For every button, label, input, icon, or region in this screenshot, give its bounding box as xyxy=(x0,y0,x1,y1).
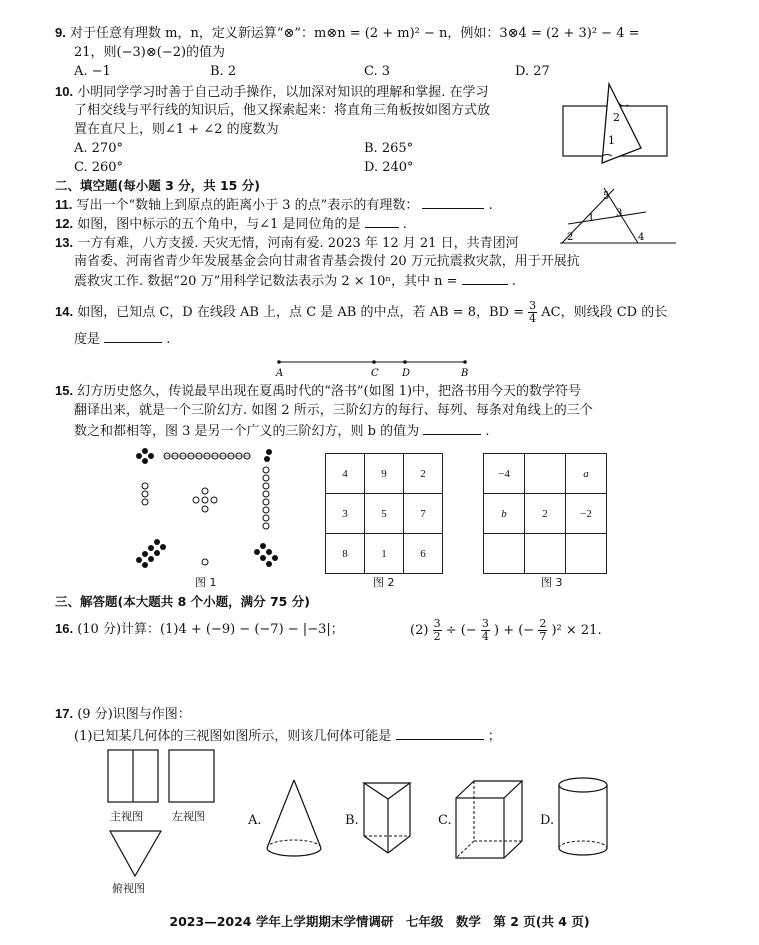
q14-point-d: D xyxy=(402,368,411,379)
q11-text: 写出一个“数轴上到原点的距离小于 3 的点”表示的有理数： xyxy=(76,198,419,213)
q12-angle5-label: 5 xyxy=(603,191,610,202)
q16-mid2: ) + (− xyxy=(493,623,535,638)
fig3-caption: 图 3 xyxy=(541,576,563,589)
fig3-row xyxy=(484,494,607,534)
q10-option-a: A. 270° xyxy=(74,141,123,156)
top-view-caption: 俯视图 xyxy=(112,882,145,895)
q15-line2: 翻译出来，就是一个三阶幻方. 如图 2 所示，三阶幻方的每行、每列、每条对角线上的三个 xyxy=(74,403,593,418)
q12-line xyxy=(55,215,407,234)
q10-option-b: B. 265° xyxy=(364,141,414,156)
choice-c-label: C. xyxy=(438,813,452,828)
q14-answer-blank[interactable] xyxy=(104,330,162,343)
fig3-cell-a: a xyxy=(566,454,607,494)
fig2-cell: 4 xyxy=(326,454,365,494)
q16-fraction-3 xyxy=(538,618,547,643)
q9-option-d: D. 27 xyxy=(515,64,550,79)
q16-f2-denominator: 4 xyxy=(481,630,489,643)
q9-number: 9. xyxy=(55,25,66,40)
side-view-caption: 左视图 xyxy=(172,810,205,823)
fig3-cell xyxy=(525,534,566,574)
fig3-row xyxy=(484,534,607,574)
fig2-cell: 6 xyxy=(404,534,443,574)
q12-angle4-label: 4 xyxy=(638,232,645,243)
front-view-caption: 主视图 xyxy=(110,810,143,823)
fig3-cell-b: b xyxy=(484,494,525,534)
magic-square-fig3 xyxy=(483,453,607,574)
q12-answer-blank[interactable] xyxy=(365,215,399,228)
q17-line2 xyxy=(74,727,501,746)
q10-line2: 了相交线与平行线的知识后，他又探索起来：将直角三角板按如图方式放 xyxy=(74,103,491,118)
q10-option-d: D. 240° xyxy=(364,160,414,175)
q17-part1-text: (1)已知某几何体的三视图如图所示，则该几何体可能是 xyxy=(74,729,392,744)
q16-number: 16. xyxy=(55,621,74,636)
q13-line1 xyxy=(55,234,519,253)
q16-f2-numerator: 3 xyxy=(481,617,489,630)
cuboid-figure xyxy=(452,778,532,868)
magic-square-fig2 xyxy=(325,453,443,574)
q13-end: . xyxy=(511,274,516,289)
choice-b-label: B. xyxy=(345,813,359,828)
q10-angle1-label: 1 xyxy=(608,134,615,147)
q9-line1 xyxy=(55,24,640,43)
fig2-cell: 1 xyxy=(365,534,404,574)
q16-mid1: ÷ (− xyxy=(445,623,477,638)
q11-line xyxy=(55,196,493,215)
q12-text: 如图，图中标示的五个角中，与∠1 是同位角的是 xyxy=(77,217,361,232)
q14-text-2: 度是 xyxy=(74,332,101,347)
choice-a-label: A. xyxy=(248,813,262,828)
q11-end: . xyxy=(488,198,493,213)
q15-text-1: 幻方历史悠久，传说最早出现在夏禹时代的“洛书”(如图 1)中，把洛书用今天的数学符号 xyxy=(77,384,582,399)
q14-number: 14. xyxy=(55,304,74,319)
fig3-cell xyxy=(566,534,607,574)
q14-text-1a: 如图，已知点 C，D 在线段 AB 上，点 C 是 AB 的中点，若 AB = 8，BD = xyxy=(77,305,524,320)
fig1-caption: 图 1 xyxy=(195,576,217,589)
q9-option-b: B. 2 xyxy=(210,64,237,79)
q10-option-c: C. 260° xyxy=(74,160,124,175)
q13-number: 13. xyxy=(55,235,74,250)
q17-title: (9 分)识图与作图： xyxy=(77,707,191,722)
fig2-caption: 图 2 xyxy=(373,576,395,589)
q14-end: . xyxy=(166,332,171,347)
q15-line1 xyxy=(55,382,581,401)
q12-angle3-label: 3 xyxy=(616,208,623,219)
q14-fraction-numerator: 3 xyxy=(529,299,537,312)
fig2-cell: 2 xyxy=(404,454,443,494)
q9-text-1: 对于任意有理数 m，n，定义新运算“⊗”：m⊗n = (2 + m)² − n，例如：3⊗4 = (2 + 3)² − 4 = xyxy=(69,26,640,41)
luoshu-figure xyxy=(133,448,283,573)
fig3-cell: 2 xyxy=(525,494,566,534)
fig2-cell: 5 xyxy=(365,494,404,534)
q12-angle2-label: 2 xyxy=(567,232,574,243)
q9-line2: 21，则(−3)⊗(−2)的值为 xyxy=(74,45,226,60)
q15-text-3: 数之和都相等，图 3 是另一个广义的三阶幻方，则 b 的值为 xyxy=(74,424,420,439)
fig2-cell: 3 xyxy=(326,494,365,534)
q13-line2: 南省委、河南省青少年发展基金会向甘肃省青基会拨付 20 万元抗震救灾款，用于开展抗 xyxy=(74,254,580,269)
q15-end: . xyxy=(485,424,490,439)
q16-fraction-1 xyxy=(433,618,442,643)
fig2-row xyxy=(326,454,443,494)
q16-f3-denominator: 7 xyxy=(539,630,547,643)
q14-line2 xyxy=(74,330,170,349)
q17-part1-end: ； xyxy=(487,729,501,744)
fig2-cell: 9 xyxy=(365,454,404,494)
q16-f3-numerator: 2 xyxy=(539,617,547,630)
q16-line xyxy=(55,618,344,641)
q12-angles-figure xyxy=(558,180,678,250)
q12-number: 12. xyxy=(55,216,74,231)
fig3-cell: −2 xyxy=(566,494,607,534)
q10-line1 xyxy=(55,83,488,102)
q11-number: 11. xyxy=(55,197,73,212)
q14-text-1b: AC，则线段 CD 的长 xyxy=(541,305,668,320)
q16-part2 xyxy=(410,618,602,643)
q13-line3 xyxy=(74,272,516,291)
q10-text-1: 小明同学学习时善于自己动手操作，以加深对知识的理解和掌握. 在学习 xyxy=(77,85,489,100)
q10-ruler-triangle-figure xyxy=(560,80,670,170)
section2-heading: 二、填空题(每小题 3 分，共 15 分) xyxy=(55,178,260,193)
section3-heading: 三、解答题(本大题共 8 个小题，满分 75 分) xyxy=(55,594,310,609)
q14-point-b: B xyxy=(461,368,469,379)
q14-line1 xyxy=(55,300,667,325)
q17-line1 xyxy=(55,705,191,724)
q16-end: )² × 21. xyxy=(551,623,602,638)
fig3-cell: −4 xyxy=(484,454,525,494)
fig2-cell: 8 xyxy=(326,534,365,574)
q16-part2-label: (2) xyxy=(410,623,429,638)
q14-fraction-denominator: 4 xyxy=(529,312,537,325)
q16-fraction-2 xyxy=(481,618,490,643)
q10-angle2-label: 2 xyxy=(613,111,620,124)
q16-f1-numerator: 3 xyxy=(433,617,441,630)
q15-line3 xyxy=(74,422,490,441)
q11-answer-blank[interactable] xyxy=(422,196,484,209)
q13-text-3: 震救灾工作. 数据“20 万”用科学记数法表示为 2 × 10ⁿ，其中 n = xyxy=(74,274,458,289)
q17-answer-blank[interactable] xyxy=(396,727,484,740)
fig3-cell xyxy=(484,534,525,574)
q17-number: 17. xyxy=(55,706,74,721)
q12-angle1-label: 1 xyxy=(588,213,595,224)
q9-option-a: A. −1 xyxy=(74,64,111,79)
q10-line3: 置在直尺上，则∠1 + ∠2 的度数为 xyxy=(74,122,279,137)
fig2-row xyxy=(326,534,443,574)
q9-option-c: C. 3 xyxy=(364,64,391,79)
triangular-prism-figure xyxy=(358,778,428,868)
q14-fraction xyxy=(528,300,537,325)
q12-end: . xyxy=(402,217,407,232)
fig3-row xyxy=(484,454,607,494)
q16-f1-denominator: 2 xyxy=(433,630,441,643)
fig3-cell xyxy=(525,454,566,494)
cylinder-figure xyxy=(556,775,616,865)
q13-answer-blank[interactable] xyxy=(462,272,508,285)
q14-point-c: C xyxy=(371,368,379,379)
q15-number: 15. xyxy=(55,383,74,398)
page-footer: 2023—2024 学年上学期期末学情调研 七年级 数学 第 2 页(共 4 页) xyxy=(169,914,590,929)
q13-text-1: 一方有难，八方支援. 天灾无情，河南有爱. 2023 年 12 月 21 日，共青团河 xyxy=(77,236,519,251)
q14-point-a: A xyxy=(276,368,284,379)
q14-segment-figure xyxy=(272,356,472,380)
cone-figure xyxy=(262,778,332,868)
fig2-cell: 7 xyxy=(404,494,443,534)
q16-part1: (10 分)计算：(1)4 + (−9) − (−7) − |−3|； xyxy=(77,622,344,637)
fig2-row xyxy=(326,494,443,534)
q10-number: 10. xyxy=(55,84,74,99)
q15-answer-blank[interactable] xyxy=(423,422,481,435)
choice-d-label: D. xyxy=(540,813,555,828)
